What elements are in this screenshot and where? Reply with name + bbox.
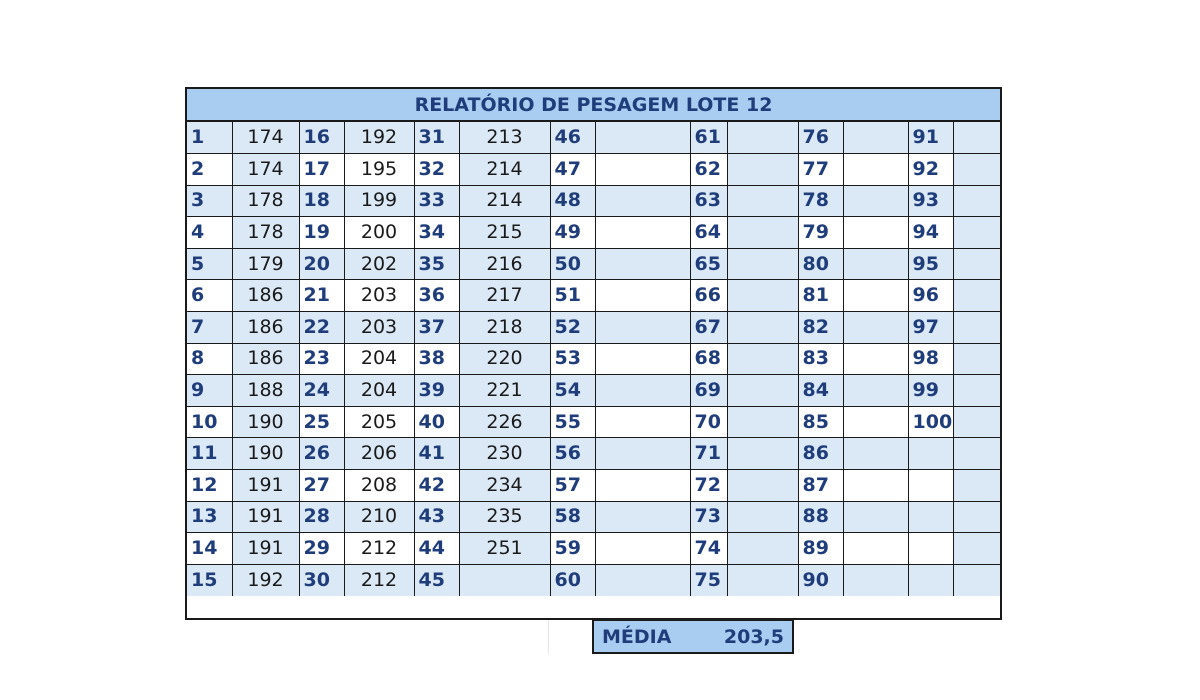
weight-cell: 210 — [344, 501, 414, 533]
weight-cell — [595, 154, 690, 186]
row-number-cell: 20 — [299, 248, 344, 280]
weight-cell — [727, 533, 798, 565]
weight-cell: 190 — [232, 438, 299, 470]
row-number-cell: 93 — [908, 185, 953, 217]
row-number-cell: 19 — [299, 217, 344, 249]
row-number-cell: 90 — [798, 564, 843, 596]
weight-cell: 203 — [344, 312, 414, 344]
row-number-cell: 15 — [187, 564, 232, 596]
weight-cell: 202 — [344, 248, 414, 280]
row-number-cell: 66 — [690, 280, 727, 312]
row-number-cell: 82 — [798, 312, 843, 344]
row-number-cell: 48 — [550, 185, 595, 217]
row-number-cell: 21 — [299, 280, 344, 312]
row-number-cell: 37 — [414, 312, 459, 344]
weight-cell — [595, 375, 690, 407]
weight-cell: 188 — [232, 375, 299, 407]
table-row — [187, 185, 1000, 217]
average-value: 203,5 — [723, 625, 784, 648]
weight-cell: 192 — [232, 564, 299, 596]
row-number-cell: 38 — [414, 343, 459, 375]
weight-cell — [843, 122, 908, 154]
row-number-cell: 100 — [908, 406, 953, 438]
weight-cell: 214 — [459, 185, 550, 217]
weight-cell: 205 — [344, 406, 414, 438]
row-number-cell: 98 — [908, 343, 953, 375]
weight-cell — [953, 217, 1000, 249]
table-row — [187, 501, 1000, 533]
weight-cell — [727, 564, 798, 596]
table-row — [187, 280, 1000, 312]
table-row — [187, 154, 1000, 186]
weight-cell: 204 — [344, 343, 414, 375]
table-row — [187, 312, 1000, 344]
row-number-cell: 76 — [798, 122, 843, 154]
weight-cell: 212 — [344, 533, 414, 565]
row-number-cell — [908, 533, 953, 565]
weight-cell — [727, 280, 798, 312]
weight-cell: 186 — [232, 312, 299, 344]
weight-cell: 251 — [459, 533, 550, 565]
weight-cell — [843, 312, 908, 344]
table-row — [187, 533, 1000, 565]
table-row — [187, 217, 1000, 249]
row-number-cell: 55 — [550, 406, 595, 438]
weight-cell — [595, 470, 690, 502]
weight-cell — [953, 564, 1000, 596]
weight-cell: 204 — [344, 375, 414, 407]
row-number-cell: 99 — [908, 375, 953, 407]
weight-cell — [843, 375, 908, 407]
row-number-cell: 51 — [550, 280, 595, 312]
weight-cell: 217 — [459, 280, 550, 312]
weight-cell: 230 — [459, 438, 550, 470]
weight-cell — [843, 185, 908, 217]
table-row — [187, 438, 1000, 470]
weight-cell: 178 — [232, 185, 299, 217]
weight-cell — [727, 343, 798, 375]
row-number-cell: 17 — [299, 154, 344, 186]
row-number-cell: 78 — [798, 185, 843, 217]
row-number-cell: 47 — [550, 154, 595, 186]
row-number-cell: 44 — [414, 533, 459, 565]
weight-cell: 203 — [344, 280, 414, 312]
row-number-cell: 7 — [187, 312, 232, 344]
weight-cell — [595, 343, 690, 375]
row-number-cell: 63 — [690, 185, 727, 217]
row-number-cell: 33 — [414, 185, 459, 217]
row-number-cell: 29 — [299, 533, 344, 565]
weight-cell — [843, 470, 908, 502]
weight-cell — [595, 312, 690, 344]
row-number-cell: 14 — [187, 533, 232, 565]
row-number-cell: 49 — [550, 217, 595, 249]
row-number-cell: 58 — [550, 501, 595, 533]
row-number-cell: 53 — [550, 343, 595, 375]
weight-cell: 220 — [459, 343, 550, 375]
report-title: RELATÓRIO DE PESAGEM LOTE 12 — [187, 89, 1000, 122]
row-number-cell: 96 — [908, 280, 953, 312]
weights-table — [187, 122, 1000, 596]
weight-cell — [843, 280, 908, 312]
weight-cell — [843, 343, 908, 375]
weight-cell — [953, 375, 1000, 407]
row-number-cell: 32 — [414, 154, 459, 186]
row-number-cell: 1 — [187, 122, 232, 154]
weight-cell — [727, 312, 798, 344]
row-number-cell: 73 — [690, 501, 727, 533]
weight-cell: 186 — [232, 280, 299, 312]
weight-cell — [953, 343, 1000, 375]
weight-cell — [595, 533, 690, 565]
row-number-cell: 36 — [414, 280, 459, 312]
row-number-cell: 28 — [299, 501, 344, 533]
weight-cell — [595, 217, 690, 249]
row-number-cell: 64 — [690, 217, 727, 249]
row-number-cell: 5 — [187, 248, 232, 280]
row-number-cell: 80 — [798, 248, 843, 280]
weight-cell: 190 — [232, 406, 299, 438]
row-number-cell: 97 — [908, 312, 953, 344]
weight-cell: 213 — [459, 122, 550, 154]
weight-cell — [953, 438, 1000, 470]
row-number-cell: 27 — [299, 470, 344, 502]
weight-cell — [953, 501, 1000, 533]
row-number-cell: 11 — [187, 438, 232, 470]
row-number-cell: 60 — [550, 564, 595, 596]
row-number-cell: 10 — [187, 406, 232, 438]
weight-cell: 174 — [232, 122, 299, 154]
row-number-cell: 54 — [550, 375, 595, 407]
row-number-cell: 24 — [299, 375, 344, 407]
weight-cell: 178 — [232, 217, 299, 249]
weight-cell: 191 — [232, 470, 299, 502]
weight-cell — [953, 248, 1000, 280]
weight-cell: 174 — [232, 154, 299, 186]
row-number-cell: 16 — [299, 122, 344, 154]
weight-cell — [953, 312, 1000, 344]
row-number-cell: 83 — [798, 343, 843, 375]
weight-cell — [595, 438, 690, 470]
row-number-cell: 50 — [550, 248, 595, 280]
row-number-cell: 12 — [187, 470, 232, 502]
weight-cell — [727, 406, 798, 438]
row-number-cell: 91 — [908, 122, 953, 154]
row-number-cell: 45 — [414, 564, 459, 596]
row-number-cell: 95 — [908, 248, 953, 280]
weight-cell — [727, 438, 798, 470]
row-number-cell: 22 — [299, 312, 344, 344]
table-row — [187, 343, 1000, 375]
weight-cell: 214 — [459, 154, 550, 186]
row-number-cell: 84 — [798, 375, 843, 407]
row-number-cell: 85 — [798, 406, 843, 438]
weight-cell — [595, 122, 690, 154]
row-number-cell: 79 — [798, 217, 843, 249]
row-number-cell: 43 — [414, 501, 459, 533]
weight-cell — [595, 564, 690, 596]
weight-cell — [595, 248, 690, 280]
row-number-cell: 31 — [414, 122, 459, 154]
row-number-cell: 9 — [187, 375, 232, 407]
table-row — [187, 406, 1000, 438]
row-number-cell: 68 — [690, 343, 727, 375]
row-number-cell: 87 — [798, 470, 843, 502]
row-number-cell: 39 — [414, 375, 459, 407]
weight-cell — [727, 375, 798, 407]
weight-cell: 191 — [232, 533, 299, 565]
weight-cell — [843, 406, 908, 438]
weight-cell — [459, 564, 550, 596]
row-number-cell: 70 — [690, 406, 727, 438]
weight-cell: 216 — [459, 248, 550, 280]
row-number-cell: 23 — [299, 343, 344, 375]
weight-cell: 226 — [459, 406, 550, 438]
average-box — [592, 620, 794, 654]
weight-cell — [595, 185, 690, 217]
weight-cell — [727, 185, 798, 217]
weight-cell — [953, 280, 1000, 312]
row-number-cell: 52 — [550, 312, 595, 344]
row-number-cell: 59 — [550, 533, 595, 565]
weight-cell: 200 — [344, 217, 414, 249]
row-number-cell — [908, 470, 953, 502]
weight-cell — [953, 185, 1000, 217]
row-number-cell: 94 — [908, 217, 953, 249]
row-number-cell: 3 — [187, 185, 232, 217]
weight-cell: 212 — [344, 564, 414, 596]
weight-cell — [953, 470, 1000, 502]
row-number-cell: 75 — [690, 564, 727, 596]
weight-cell — [727, 217, 798, 249]
weight-cell: 179 — [232, 248, 299, 280]
sheet-gridline — [548, 620, 549, 654]
row-number-cell: 61 — [690, 122, 727, 154]
weight-cell: 208 — [344, 470, 414, 502]
row-number-cell: 34 — [414, 217, 459, 249]
row-number-cell: 46 — [550, 122, 595, 154]
row-number-cell: 26 — [299, 438, 344, 470]
row-number-cell: 92 — [908, 154, 953, 186]
weight-cell — [595, 280, 690, 312]
average-label: MÉDIA — [602, 625, 672, 648]
row-number-cell: 77 — [798, 154, 843, 186]
row-number-cell: 56 — [550, 438, 595, 470]
row-number-cell: 41 — [414, 438, 459, 470]
weight-cell — [843, 154, 908, 186]
row-number-cell: 74 — [690, 533, 727, 565]
table-row — [187, 470, 1000, 502]
weight-cell — [843, 248, 908, 280]
row-number-cell: 6 — [187, 280, 232, 312]
row-number-cell: 71 — [690, 438, 727, 470]
weight-cell — [843, 217, 908, 249]
weight-cell — [953, 122, 1000, 154]
row-number-cell — [908, 501, 953, 533]
weighing-report-sheet — [185, 87, 1002, 620]
weight-cell — [953, 406, 1000, 438]
weight-cell: 221 — [459, 375, 550, 407]
weight-cell: 199 — [344, 185, 414, 217]
row-number-cell: 13 — [187, 501, 232, 533]
row-number-cell: 4 — [187, 217, 232, 249]
table-row — [187, 248, 1000, 280]
row-number-cell: 89 — [798, 533, 843, 565]
weight-cell — [843, 533, 908, 565]
weight-cell — [843, 501, 908, 533]
row-number-cell: 72 — [690, 470, 727, 502]
row-number-cell: 65 — [690, 248, 727, 280]
weight-cell — [727, 122, 798, 154]
table-row — [187, 375, 1000, 407]
weight-cell: 234 — [459, 470, 550, 502]
weight-cell: 218 — [459, 312, 550, 344]
row-number-cell: 30 — [299, 564, 344, 596]
weight-cell — [595, 406, 690, 438]
row-number-cell: 35 — [414, 248, 459, 280]
weight-cell: 206 — [344, 438, 414, 470]
weight-cell — [727, 248, 798, 280]
weight-cell: 191 — [232, 501, 299, 533]
table-row — [187, 122, 1000, 154]
row-number-cell: 8 — [187, 343, 232, 375]
row-number-cell — [908, 564, 953, 596]
row-number-cell: 88 — [798, 501, 843, 533]
row-number-cell: 57 — [550, 470, 595, 502]
weight-cell: 195 — [344, 154, 414, 186]
row-number-cell — [908, 438, 953, 470]
weight-cell — [843, 564, 908, 596]
row-number-cell: 86 — [798, 438, 843, 470]
row-number-cell: 67 — [690, 312, 727, 344]
weight-cell: 192 — [344, 122, 414, 154]
weight-cell — [953, 154, 1000, 186]
weight-cell: 215 — [459, 217, 550, 249]
weight-cell — [595, 501, 690, 533]
weight-cell — [727, 470, 798, 502]
row-number-cell: 69 — [690, 375, 727, 407]
weight-cell — [727, 501, 798, 533]
table-row — [187, 564, 1000, 596]
weight-cell — [727, 154, 798, 186]
weight-cell: 235 — [459, 501, 550, 533]
row-number-cell: 18 — [299, 185, 344, 217]
row-number-cell: 2 — [187, 154, 232, 186]
row-number-cell: 40 — [414, 406, 459, 438]
weight-cell — [953, 533, 1000, 565]
row-number-cell: 81 — [798, 280, 843, 312]
row-number-cell: 62 — [690, 154, 727, 186]
row-number-cell: 42 — [414, 470, 459, 502]
weight-cell — [843, 438, 908, 470]
row-number-cell: 25 — [299, 406, 344, 438]
weight-cell: 186 — [232, 343, 299, 375]
